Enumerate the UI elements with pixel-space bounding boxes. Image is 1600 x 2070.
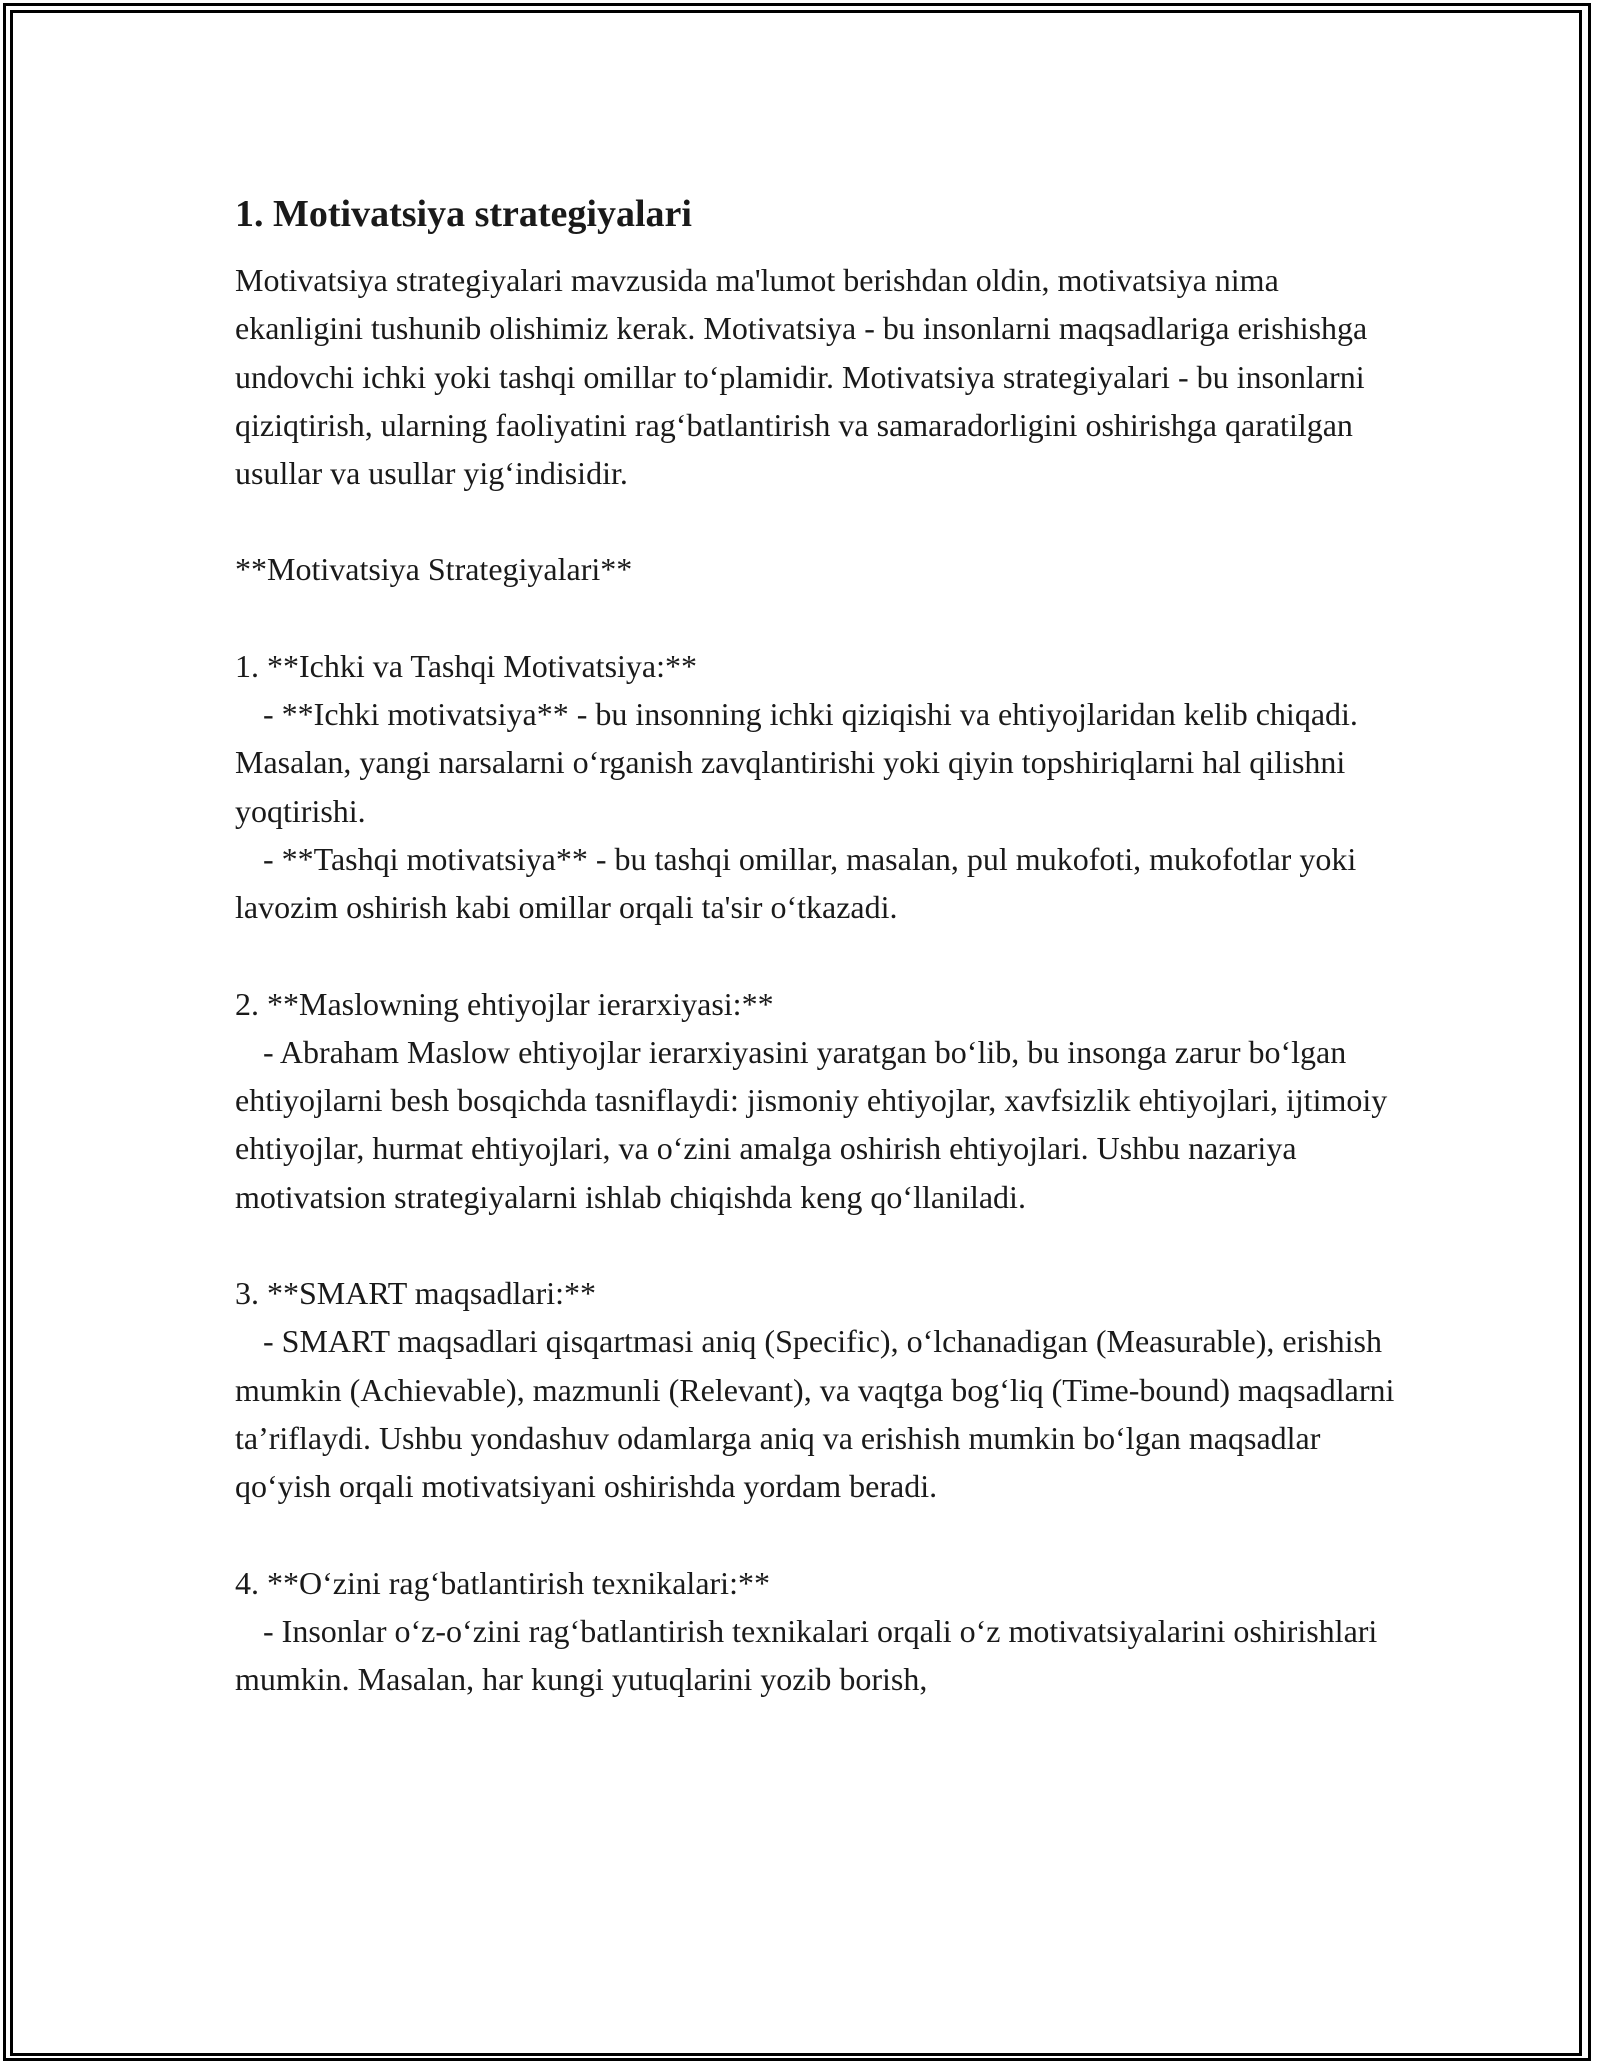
- section-1: [235, 642, 1395, 932]
- document-body: [235, 180, 1395, 1751]
- section-heading: 1. **Ichki va Tashqi Motivatsiya:**: [235, 647, 697, 684]
- section-2: [235, 980, 1395, 1221]
- section-bullet: - Abraham Maslow ehtiyojlar ierarxiyasini yaratgan bo‘lib, bu insonga zarur bo‘lgan ehtiyojlarni besh bosqichda tasniflaydi: jismoniy ehtiyojlar, xavfsizlik ehtiyojlari, ijtimoiy ehtiyojlar, hurmat ehtiyojlari, va o‘zini amalga oshirish ehtiyojlari. Ushbu nazariya motivatsion strategiyalarni ishlab chiqishda keng qo‘llaniladi.: [235, 1033, 1388, 1215]
- intro-paragraph: Motivatsiya strategiyalari mavzusida ma'lumot berishdan oldin, motivatsiya nima ekanligini tushunib olishimiz kerak. Motivatsiya - bu insonlarni maqsadlariga erishishga undovchi ichki yoki tashqi omillar to‘plamidir. Motivatsiya strategiyalari - bu insonlarni qiziqtirish, ularning faoliyatini rag‘batlantirish va samaradorligini oshirishga qaratilgan usullar va usullar yig‘indisidir.: [235, 262, 1376, 492]
- section-bullet: - **Tashqi motivatsiya** - bu tashqi omillar, masalan, pul mukofoti, mukofotlar yoki lavozim oshirish kabi omillar orqali ta'sir o‘tkazadi.: [235, 840, 1357, 926]
- section-bullet: - Insonlar o‘z-o‘zini rag‘batlantirish texnikalari orqali o‘z motivatsiyalarini oshirishlari mumkin. Masalan, har kungi yutuqlarini yozib borish,: [235, 1612, 1378, 1698]
- section-heading: 4. **O‘zini rag‘batlantirish texnikalari:**: [235, 1564, 770, 1601]
- section-bullet: - SMART maqsadlari qisqartmasi aniq (Specific), o‘lchanadigan (Measurable), erishish mumkin (Achievable), mazmunli (Relevant), va vaqtga bog‘liq (Time-bound) maqsadlarni ta’riflaydi. Ushbu yondashuv odamlarga aniq va erishish mumkin bo‘lgan maqsadlar qo‘yish orqali motivatsiyani oshirishda yordam beradi.: [235, 1323, 1395, 1505]
- page-title: 1. Motivatsiya strategiyalari: [235, 193, 692, 235]
- section-3: [235, 1269, 1395, 1510]
- subheading: **Motivatsiya Strategiyalari**: [235, 551, 633, 588]
- section-4: [235, 1559, 1395, 1704]
- section-bullet: - **Ichki motivatsiya** - bu insonning ichki qiziqishi va ehtiyojlaridan kelib chiqadi. Masalan, yangi narsalarni o‘rganish zavqlantirishi yoki qiyin topshiriqlarni hal qilishni yoqtirishi.: [235, 696, 1358, 829]
- section-heading: 3. **SMART maqsadlari:**: [235, 1275, 597, 1312]
- section-heading: 2. **Maslowning ehtiyojlar ierarxiyasi:**: [235, 985, 774, 1022]
